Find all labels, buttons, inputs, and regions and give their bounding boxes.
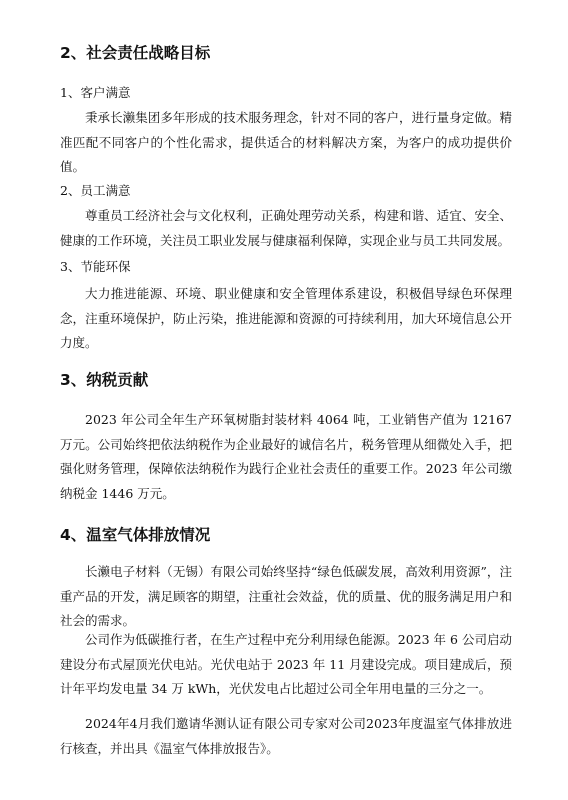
item-energy-saving-label: 3、节能环保 [60, 259, 131, 274]
item-customer-satisfaction-label: 1、客户满意 [60, 85, 131, 100]
section-3-paragraph: 2023 年公司全年生产环氧树脂封装材料 4064 吨，工业销售产值为 12167 万元。公司始终把依法纳税作为企业最好的诚信名片，税务管理从细微处入手，把强化财务管理，保障依法纳税作为践行企业社会责任的重要工作。2023 年公司缴纳税金 1446 万元。 [60, 412, 512, 501]
section-4-paragraph-3: 2024年4月我们邀请华测认证有限公司专家对公司2023年度温室气体排放进行核查，并出具《温室气体排放报告》。 [60, 716, 512, 756]
item-employee-satisfaction-text: 尊重员工经济社会与文化权利，正确处理劳动关系，构建和谐、适宜、安全、健康的工作环境，关注员工职业发展与健康福利保障，实现企业与员工共同发展。 [60, 208, 512, 248]
section-3-heading: 3、纳税贡献 [60, 371, 149, 389]
section-4-paragraph-2: 公司作为低碳推行者，在生产过程中充分利用绿色能源。2023 年 6 公司启动建设分布式屋顶光伏电站。光伏电站于 2023 年 11 月建设完成。项目建成后，预计年平均发电量 34 万 kWh，光伏发电占比超过公司全年用电量的三分之一。 [60, 632, 512, 696]
item-customer-satisfaction-text: 秉承长濑集团多年形成的技术服务理念，针对不同的客户，进行量身定做。精准匹配不同客户的个性化需求，提供适合的材料解决方案，为客户的成功提供价值。 [60, 110, 512, 174]
item-employee-satisfaction-label: 2、员工满意 [60, 183, 131, 198]
section-2-heading: 2、社会责任战略目标 [60, 44, 211, 62]
item-energy-saving-text: 大力推进能源、环境、职业健康和安全管理体系建设，积极倡导绿色环保理念，注重环境保护，防止污染，推进能源和资源的可持续利用，加大环境信息公开力度。 [60, 286, 512, 350]
section-4-paragraph-1: 长濑电子材料（无锡）有限公司始终坚持“绿色低碳发展，高效利用资源”，注重产品的开发，满足顾客的期望，注重社会效益，优的质量、优的服务满足用户和社会的需求。 [60, 564, 512, 628]
section-4-heading: 4、温室气体排放情况 [60, 526, 211, 544]
